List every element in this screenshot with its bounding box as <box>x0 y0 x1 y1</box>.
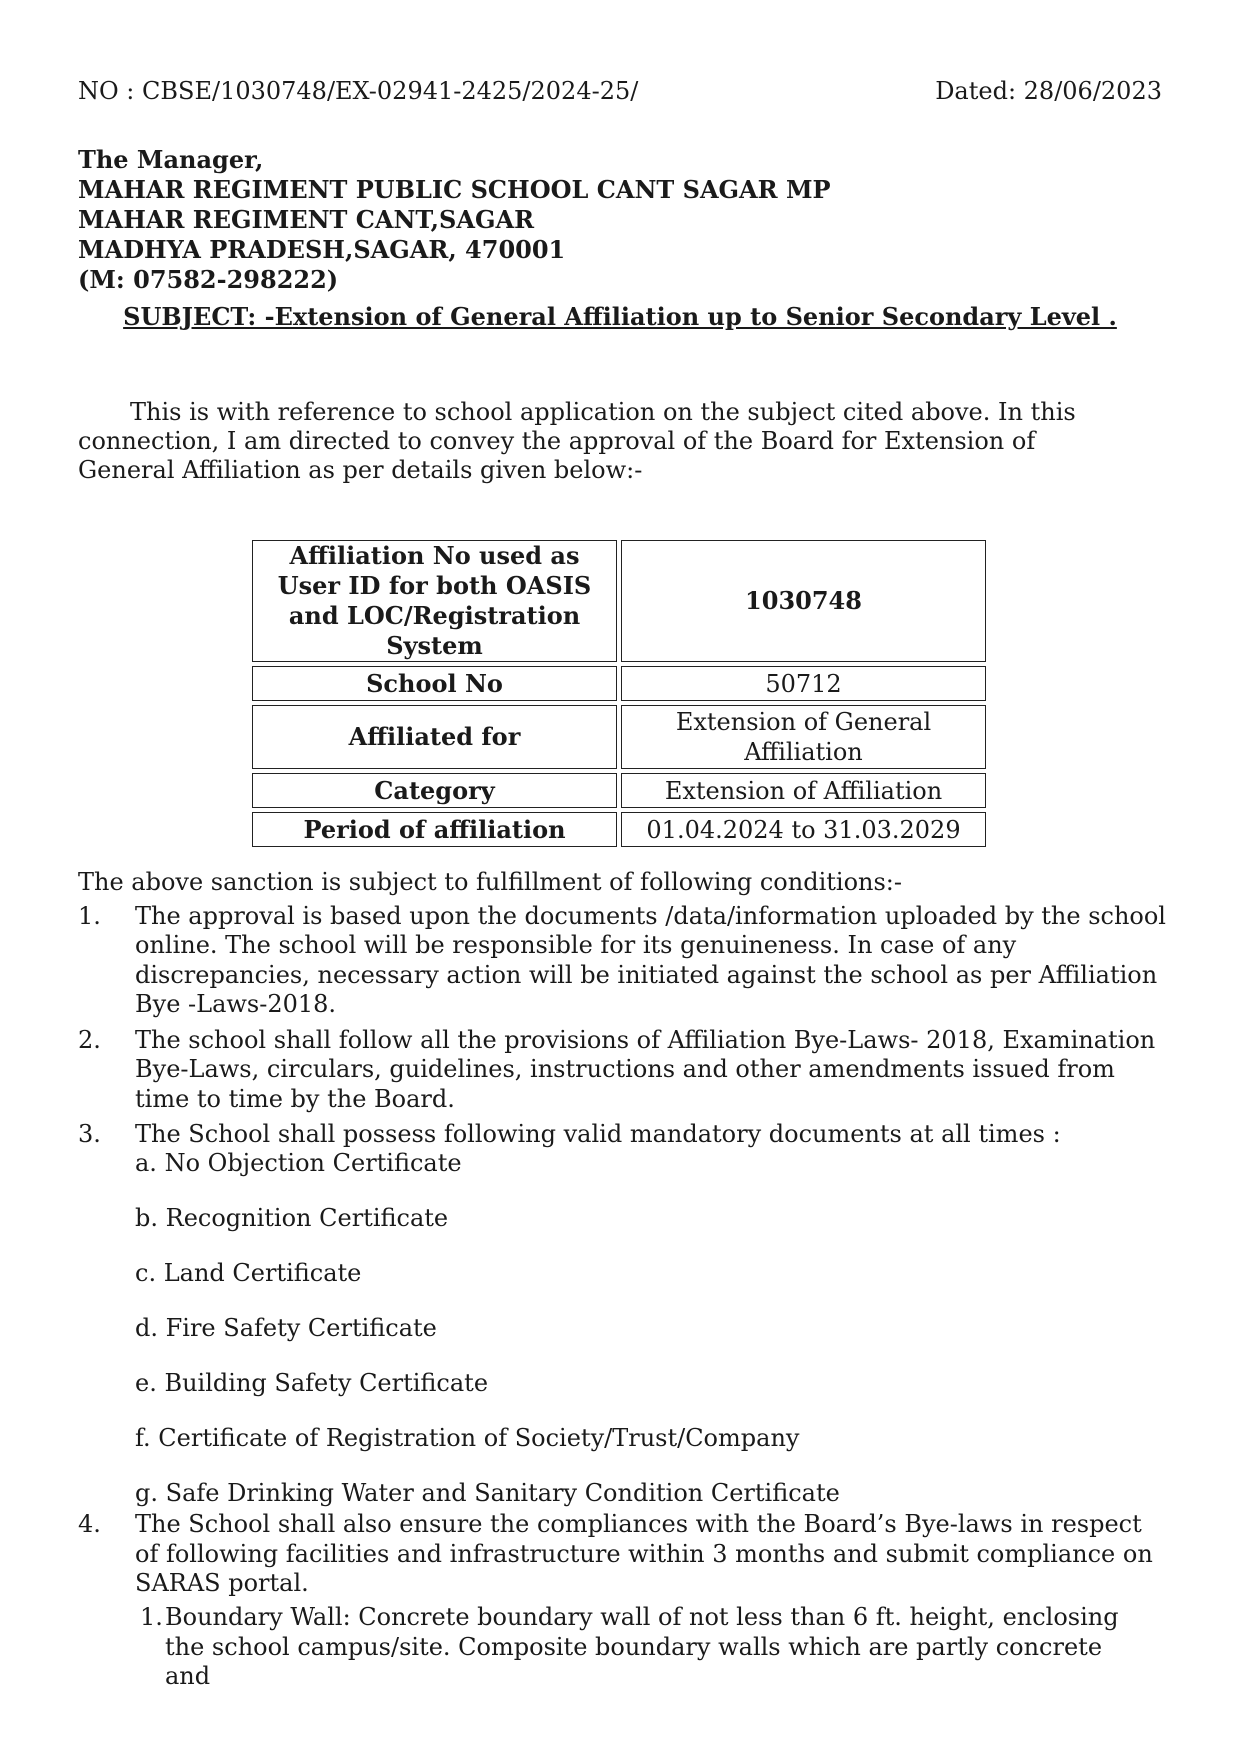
condition-number: 4. <box>78 1510 101 1538</box>
document-item: b. Recognition Certificate <box>135 1204 449 1232</box>
reference-line <box>78 76 1162 106</box>
subject-line: SUBJECT: -Extension of General Affiliation up to Senior Secondary Level . <box>123 302 1117 331</box>
table-row <box>252 773 986 808</box>
table-label: Affiliated for <box>252 705 617 769</box>
condition-item <box>78 1510 1168 1599</box>
document-item: g. Safe Drinking Water and Sanitary Condition Certificate <box>135 1479 840 1507</box>
table-row <box>252 666 986 701</box>
document-item: c. Land Certificate <box>135 1259 362 1287</box>
recipient-address <box>78 145 831 295</box>
reference-number: NO : CBSE/1030748/EX-02941-2425/2024-25/ <box>78 77 639 105</box>
address-line: The Manager, <box>78 145 264 174</box>
table-value: Extension of Affiliation <box>621 773 986 808</box>
condition-item <box>78 902 1168 1020</box>
table-row <box>252 812 986 847</box>
address-line: MAHAR REGIMENT PUBLIC SCHOOL CANT SAGAR MP <box>78 175 831 204</box>
table-label: Period of affiliation <box>252 812 617 847</box>
table-row <box>252 540 986 662</box>
letter-date: Dated: 28/06/2023 <box>935 77 1162 105</box>
intro-paragraph: This is with reference to school application on the subject cited above. In this connection, I am directed to convey the approval of the Board for Extension of General Affiliation as per details given below:- <box>78 398 1076 484</box>
table-label: School No <box>252 666 617 701</box>
condition-number: 2. <box>78 1025 101 1054</box>
conditions-intro: The above sanction is subject to fulfillment of following conditions:- <box>78 868 902 896</box>
table-value: 01.04.2024 to 31.03.2029 <box>621 812 986 847</box>
infrastructure-text: Boundary Wall: Concrete boundary wall of not less than 6 ft. height, enclosing the school campus/site. Composite boundary walls which are partly concrete and <box>165 1603 1119 1690</box>
table-value: 1030748 <box>621 540 986 662</box>
condition-item <box>78 1026 1168 1115</box>
infrastructure-number: 1. <box>140 1603 163 1631</box>
table-value: 50712 <box>621 666 986 701</box>
address-line: MADHYA PRADESH,SAGAR, 470001 <box>78 235 566 264</box>
document-item: d. Fire Safety Certificate <box>135 1314 437 1342</box>
document-item: f. Certificate of Registration of Society/Trust/Company <box>135 1424 800 1452</box>
condition-number: 1. <box>78 901 101 930</box>
table-label: Affiliation No used as User ID for both OASIS and LOC/Registration System <box>252 540 617 662</box>
conditions-section <box>78 868 1168 1156</box>
condition-item <box>78 1120 1168 1150</box>
table-row <box>252 705 986 769</box>
table-value: Extension of General Affiliation <box>621 705 986 769</box>
condition-text: The School shall possess following valid mandatory documents at all times : <box>135 1120 1061 1148</box>
document-item: a. No Objection Certificate <box>135 1149 462 1177</box>
address-line: (M: 07582-298222) <box>78 265 339 294</box>
condition-text: The School shall also ensure the compliances with the Board’s Bye-laws in respect of following facilities and infrastructure within 3 months and submit compliance on SARAS portal. <box>135 1510 1153 1597</box>
affiliation-details-table <box>248 536 990 851</box>
condition-number: 3. <box>78 1120 101 1148</box>
document-item: e. Building Safety Certificate <box>135 1369 489 1397</box>
condition-text: The approval is based upon the documents /data/information uploaded by the school online. The school will be responsible for its genuineness. In case of any discrepancies, necessary action will be initiated against the school as per Affiliation Bye -Laws-2018. <box>135 901 1166 1018</box>
mandatory-documents-list <box>135 1148 840 1533</box>
condition-text: The school shall follow all the provisions of Affiliation Bye-Laws- 2018, Examination Bye-Laws, circulars, guidelines, instructions and other amendments issued from time to time by the Board. <box>135 1025 1156 1113</box>
address-line: MAHAR REGIMENT CANT,SAGAR <box>78 205 535 234</box>
table-label: Category <box>252 773 617 808</box>
infrastructure-item <box>140 1603 1150 1692</box>
